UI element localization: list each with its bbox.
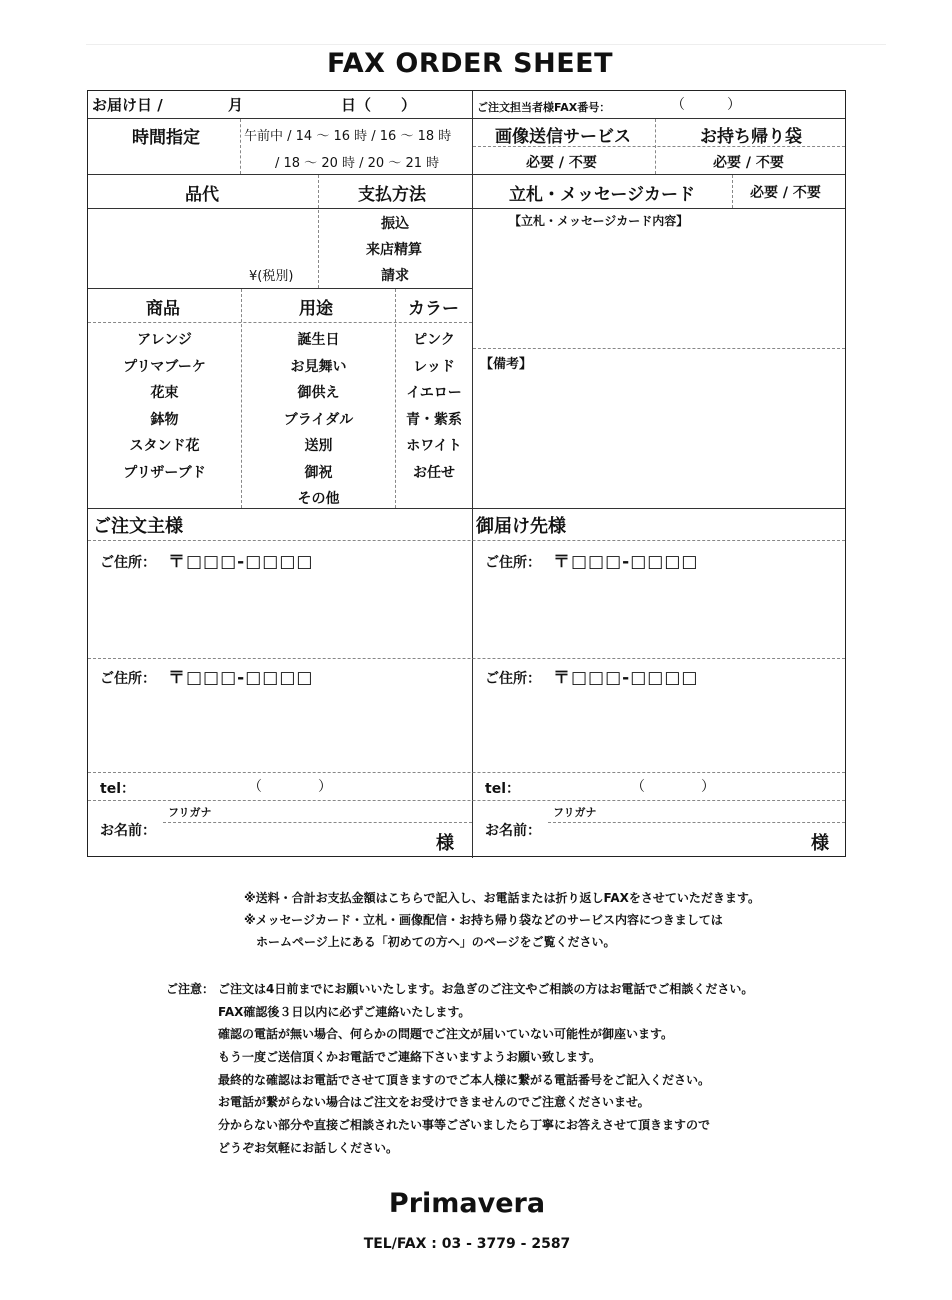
note-line: ホームページ上にある「初めての方へ」のページをご覧ください。 — [256, 935, 616, 949]
fax-number-field[interactable]: （ ） — [671, 97, 741, 113]
divider — [88, 800, 845, 801]
recipient-tel-label: tel： — [485, 781, 520, 797]
color-item[interactable]: 青・紫系 — [406, 411, 462, 428]
shop-contact: TEL/FAX : 03 - 3779 - 2587 — [363, 1236, 571, 1252]
image-service-options[interactable]: 必要 / 不要 — [526, 155, 597, 171]
divider — [732, 175, 733, 208]
recipient-name-label: お名前： — [485, 823, 541, 839]
usage-item[interactable]: 御供え — [297, 385, 340, 401]
orderer-address-label-2: ご住所： — [100, 671, 156, 687]
caution-line: 確認の電話が無い場合、何らかの問題でご注文が届いていない可能性が御座います。 — [218, 1027, 674, 1041]
caution-label: ご注意： — [166, 982, 215, 996]
recipient-name-field[interactable]: 様 — [811, 833, 829, 854]
caution-line: FAX確認後３日以内に必ずご連絡いたします。 — [218, 1005, 471, 1019]
orderer-label: ご注文主様 — [93, 516, 183, 537]
usage-item[interactable]: 送別 — [304, 438, 333, 454]
divider — [318, 175, 319, 288]
delivery-month-label[interactable]: 月 — [228, 96, 244, 114]
color-item[interactable]: レッド — [413, 358, 455, 375]
top-rule — [86, 44, 886, 45]
color-item[interactable]: ピンク — [413, 332, 455, 348]
divider — [88, 508, 845, 509]
divider — [548, 822, 845, 823]
delivery-day-label[interactable]: 日（ ） — [341, 96, 417, 114]
usage-item[interactable]: ブライダル — [283, 411, 354, 428]
divider — [88, 772, 845, 773]
time-options-1[interactable]: 午前中 / 14 ～ 16 時 / 16 ～ 18 時 — [244, 129, 452, 144]
divider — [88, 540, 845, 541]
page-title: FAX ORDER SHEET — [326, 48, 614, 79]
orderer-tel-label: tel： — [100, 781, 135, 797]
color-item[interactable]: ホワイト — [406, 438, 462, 454]
note-line: ※メッセージカード・立札・画像配信・お持ち帰り袋などのサービス内容につきましては — [244, 913, 723, 927]
delivery-date-label: お届け日 / — [92, 96, 163, 114]
color-list — [396, 327, 472, 486]
caution-line: お電話が繋がらない場合はご注文をお受けできませんのでご注意くださいませ。 — [218, 1095, 650, 1109]
orderer-postal-field[interactable]: 〒□□□-□□□□ — [168, 552, 314, 572]
orderer-postal-field-2[interactable]: 〒□□□-□□□□ — [168, 668, 314, 688]
product-item[interactable]: プリマブーケ — [123, 358, 206, 375]
note-line: ※送料・合計お支払金額はこちらで記入し、お電話または折り返しFAXをさせていただきます。 — [244, 891, 760, 905]
time-label: 時間指定 — [132, 128, 200, 148]
recipient-postal-field-2[interactable]: 〒□□□-□□□□ — [553, 668, 699, 688]
divider — [472, 508, 473, 858]
caution-line: どうぞお気軽にお話しください。 — [218, 1141, 399, 1155]
usage-list — [242, 327, 395, 513]
divider — [472, 91, 473, 508]
takeout-bag-options[interactable]: 必要 / 不要 — [713, 155, 784, 171]
message-card-label: 立札・メッセージカード — [509, 185, 695, 205]
product-item[interactable]: 花束 — [150, 385, 179, 401]
usage-item[interactable]: 御祝 — [304, 464, 333, 481]
divider — [473, 146, 845, 147]
message-content-label: 【立札・メッセージカード内容】 — [509, 214, 689, 228]
divider — [473, 348, 845, 349]
color-label: カラー — [408, 299, 459, 319]
shop-name: Primavera — [388, 1188, 546, 1219]
color-item[interactable]: お任せ — [413, 464, 455, 481]
takeout-bag-label: お持ち帰り袋 — [700, 127, 802, 147]
product-item[interactable]: アレンジ — [137, 332, 192, 348]
divider — [88, 322, 472, 323]
divider — [163, 822, 472, 823]
divider — [240, 119, 241, 174]
recipient-postal-field[interactable]: 〒□□□-□□□□ — [553, 552, 699, 572]
color-item[interactable]: イエロー — [406, 385, 462, 401]
product-item[interactable]: 鉢物 — [150, 411, 179, 428]
price-tax-note[interactable]: ¥(税別) — [249, 269, 294, 284]
time-options-2[interactable]: / 18 ～ 20 時 / 20 ～ 21 時 — [275, 156, 440, 171]
divider — [88, 288, 472, 289]
orderer-tel-field[interactable]: （ ） — [248, 779, 332, 795]
product-item[interactable]: プリザーブド — [123, 464, 206, 481]
caution-line: 最終的な確認はお電話でさせて頂きますのでご本人様に繋がる電話番号をご記入ください。 — [218, 1073, 711, 1087]
usage-item[interactable]: その他 — [297, 491, 340, 507]
payment-option[interactable]: 来店精算 — [366, 242, 422, 258]
divider — [88, 658, 845, 659]
orderer-furigana-label: フリガナ — [168, 806, 212, 819]
fax-number-label: ご注文担当者様FAX番号： — [477, 101, 611, 114]
caution-line: ご注文は4日前までにお願いいたします。お急ぎのご注文やご相談の方はお電話でご相談ください。 — [218, 982, 754, 996]
product-list — [88, 327, 241, 486]
orderer-address-label: ご住所： — [100, 555, 156, 571]
order-form — [87, 90, 846, 857]
usage-item[interactable]: 誕生日 — [297, 332, 340, 348]
payment-label: 支払方法 — [358, 185, 426, 205]
image-service-label: 画像送信サービス — [495, 127, 631, 147]
recipient-address-label-2: ご住所： — [485, 671, 541, 687]
payment-option[interactable]: 振込 — [381, 216, 409, 232]
remarks-label: 【備考】 — [480, 357, 533, 372]
orderer-name-field[interactable]: 様 — [436, 833, 454, 854]
divider — [88, 208, 845, 209]
recipient-tel-field[interactable]: （ ） — [631, 779, 715, 795]
usage-item[interactable]: お見舞い — [290, 358, 347, 375]
recipient-furigana-label: フリガナ — [553, 806, 597, 819]
divider — [88, 118, 845, 119]
recipient-label: 御届け先様 — [476, 516, 566, 537]
product-item[interactable]: スタンド花 — [129, 438, 200, 454]
message-card-options[interactable]: 必要 / 不要 — [750, 185, 821, 201]
product-label: 商品 — [146, 299, 180, 319]
orderer-name-label: お名前： — [100, 823, 156, 839]
payment-option[interactable]: 請求 — [381, 268, 409, 284]
price-label: 品代 — [185, 185, 219, 205]
caution-line: もう一度ご送信頂くかお電話でご連絡下さいますようお願い致します。 — [218, 1050, 602, 1064]
caution-line: 分からない部分や直接ご相談されたい事等ございましたら丁寧にお答えさせて頂きますので — [218, 1118, 711, 1132]
usage-label: 用途 — [299, 299, 333, 319]
recipient-address-label: ご住所： — [485, 555, 541, 571]
